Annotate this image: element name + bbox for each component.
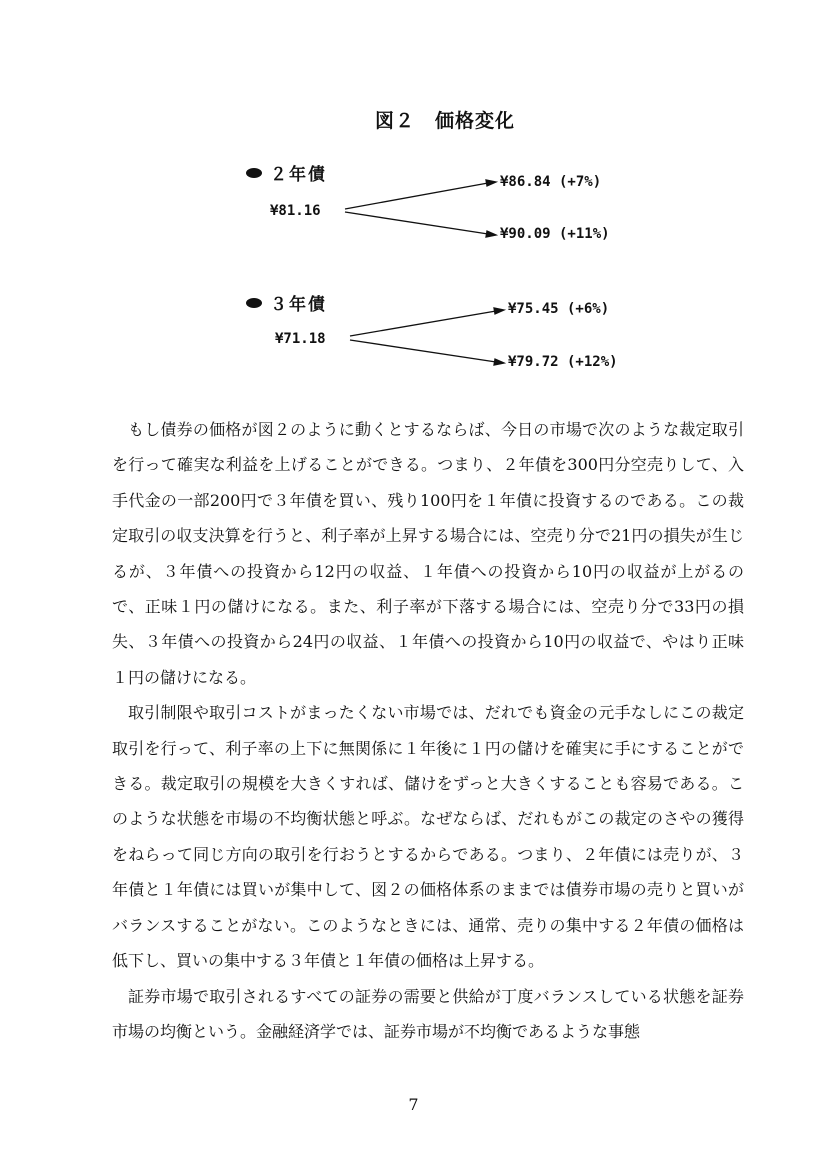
- paragraph: 証券市場で取引されるすべての証券の需要と供給が丁度バランスしている状態を証券市場の均衡という。金融経済学では、証券市場が不均衡であるような事態: [112, 986, 744, 1041]
- price-tree-lines: [0, 0, 827, 400]
- branch-line-up-2yr: [345, 183, 488, 209]
- branch-line-down-3yr: [350, 340, 496, 362]
- arrowhead-up-3yr: [494, 308, 504, 314]
- paragraph: 取引制限や取引コストがまったくない市場では、だれでも資金の元手なしにこの裁定取引を行って、利子率の上下に無関係に１年後に１円の儲けを確実に手にすることができる。裁定取引の規模を大きくすれば、儲けをずっと大きくすることも容易である。このような状態を市場の不均衡状態と呼ぶ。なぜならば、だれもがこの裁定のさやの獲得をねらって同じ方向の取引を行おうとするからである。つまり、２年債には売りが、３年債と１年債には買いが集中して、図２の価格体系のままでは債券市場の売りと買いがバランスすることがない。このようなときには、通常、売りの集中する２年債の価格は低下し、買いの集中する３年債と１年債の価格は上昇する。: [112, 703, 744, 971]
- branch-line-up-3yr: [350, 311, 496, 336]
- bullet-icon: [246, 168, 262, 178]
- price-down-2yr: ¥90.09 (+11%): [500, 226, 610, 242]
- price-up-2yr: ¥86.84 (+7%): [500, 174, 602, 190]
- price-down-3yr: ¥79.72 (+12%): [508, 354, 618, 370]
- figure-title: 図２ 価格変化: [375, 110, 516, 132]
- paragraph: もし債券の価格が図２のように動くとするならば、今日の市場で次のような裁定取引を行って確実な利益を上げることができる。つまり、２年債を300円分空売りして、入手代金の一部200円で３年債を買い、残り100円を１年債に投資するのである。この裁定取引の収支決算を行うと、利子率が上昇する場合には、空売り分で21円の損失が生じるが、３年債への投資から12円の収益、１年債への投資から10円の収益が上がるので、正味１円の儲けになる。また、利子率が下落する場合には、空売り分で33円の損失、３年債への投資から24円の収益、１年債への投資から10円の収益で、やはり正味１円の儲けになる。: [112, 420, 744, 687]
- bullet-icon: [246, 298, 262, 308]
- price-up-3yr: ¥75.45 (+6%): [508, 301, 610, 317]
- body-text: [112, 412, 744, 1049]
- arrowhead-down-3yr: [494, 359, 504, 365]
- page-number: 7: [408, 1095, 419, 1114]
- arrowhead-down-2yr: [486, 231, 496, 237]
- price-start-2yr: ¥81.16: [270, 203, 321, 219]
- price-start-3yr: ¥71.18: [275, 331, 326, 347]
- bond-label-3yr: [246, 290, 327, 315]
- arrowhead-up-2yr: [486, 180, 496, 186]
- bond-label-text: ３年債: [270, 295, 327, 315]
- bond-label-2yr: [246, 160, 327, 185]
- bond-label-text: ２年債: [270, 165, 327, 185]
- branch-line-down-2yr: [345, 212, 488, 234]
